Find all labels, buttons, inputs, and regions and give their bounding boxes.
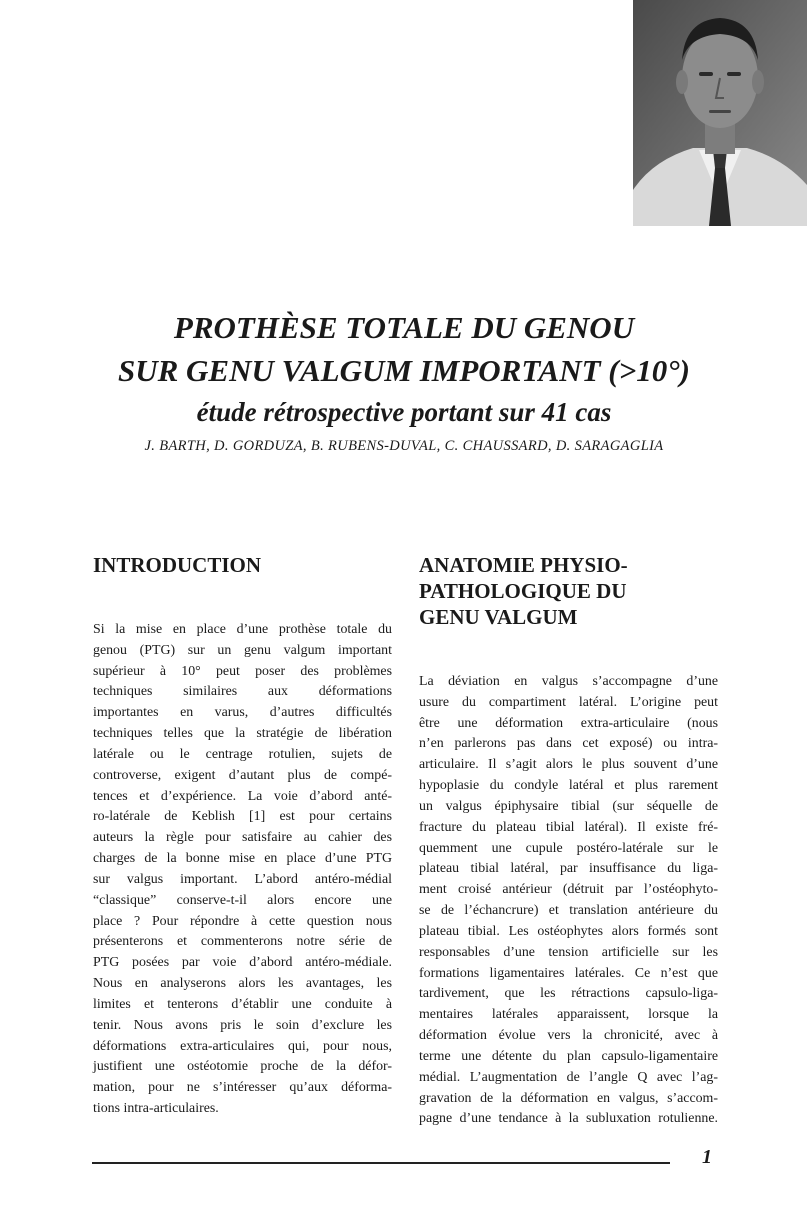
introduction-text xyxy=(93,620,392,1120)
heading-line: PATHOLOGIQUE DU xyxy=(419,579,627,603)
text-line: articulaire. Il s’agit alors le plus souvent d’une xyxy=(419,757,718,773)
text-line: charges de la bonne mise en place d’une PTG xyxy=(93,851,392,867)
text-line: tences et d’expérience. La voie d’abord anté- xyxy=(93,788,392,804)
text-line: fracture du plateau tibial latéral). Il existe fré- xyxy=(419,819,718,835)
subtitle: étude rétrospective portant sur 41 cas xyxy=(196,397,612,427)
text-line: La déviation en valgus s’accompagne d’une xyxy=(419,674,718,689)
text-line: n’en parlerons pas dans cet exposé) ou intra- xyxy=(419,736,718,752)
article-title xyxy=(40,306,768,432)
text-line: déformation évolue vers la chronicité, avec à xyxy=(419,1028,718,1044)
text-line: quemment une cupule postéro-latérale sur le xyxy=(419,840,718,856)
footer-rule xyxy=(92,1162,670,1164)
authors: J. BARTH, D. GORDUZA, B. RUBENS-DUVAL, C. CHAUSSARD, D. SARAGAGLIA xyxy=(144,438,664,454)
text-line: controverse, exigent d’autant plus de compé- xyxy=(93,767,392,783)
text-line: latérale ou le centrage rotulien, sujets de xyxy=(93,746,392,762)
text-line: supérieur à 10° peut poser des problèmes xyxy=(93,663,392,679)
text-line: plateau tibial. Les ostéophytes alors formés sont xyxy=(419,923,718,939)
text-line: sur valgus important. L’abord antéro-médial xyxy=(93,871,392,887)
text-line: justifient une ostéotomie proche de la défor- xyxy=(93,1059,392,1075)
author-photo xyxy=(633,0,807,226)
text-line: se de l’échancrure) et translation antérieure du xyxy=(419,903,718,919)
text-line: usure du compartiment latéral. L’origine peut xyxy=(419,694,718,710)
text-line: genou (PTG) sur un genu valgum important xyxy=(93,642,392,658)
text-line: PTG posées par voie d’abord antéro-médiale. xyxy=(93,955,392,971)
introduction-heading: INTRODUCTION xyxy=(93,553,262,577)
text-line: tions intra-articulaires. xyxy=(93,1101,219,1117)
text-line: être une déformation extra-articulaire (nous xyxy=(419,715,718,731)
text-line: plateau tibial latéral, par insuffisance du liga- xyxy=(419,861,718,877)
text-line: terme une détente du plan capsulo-ligamentaire xyxy=(419,1048,718,1064)
text-line: ment croisé antérieur (détruit par l’ostéophyto- xyxy=(419,882,718,898)
text-line: place ? Pour répondre à cette question nous xyxy=(93,913,392,929)
text-line: un valgus épiphysaire tibial (sur séquelle de xyxy=(419,798,718,814)
text-line: Si la mise en place d’une prothèse totale du xyxy=(93,622,392,637)
anatomie-heading xyxy=(419,552,628,630)
page-number: 1 xyxy=(702,1146,712,1168)
text-line: auteurs la règle pour satisfaire au cahier des xyxy=(93,830,392,846)
heading-line: GENU VALGUM xyxy=(419,605,578,629)
anatomie-text xyxy=(419,672,718,1130)
text-line: médial. L’augmentation de l’angle Q avec l’ag- xyxy=(419,1069,718,1085)
text-line: mation, pour ne s’intéresser qu’aux déforma- xyxy=(93,1080,392,1096)
text-line: limites et tenterons d’établir une conduite à xyxy=(93,996,392,1012)
title-line-1: PROTHÈSE TOTALE DU GENOU xyxy=(173,310,635,345)
text-line: techniques similaires aux déformations xyxy=(93,684,392,700)
text-line: tenir. Nous avons pris le soin d’exclure les xyxy=(93,1017,392,1033)
heading-line: ANATOMIE PHYSIO- xyxy=(419,553,628,577)
text-line: importantes en varus, d’autres difficultés xyxy=(93,705,392,721)
text-line: présenterons et commenterons notre série de xyxy=(93,934,392,950)
text-line: pagne d’une tendance à la subluxation rotulienne. xyxy=(419,1111,718,1127)
text-line: ro-latérale de Keblish [1] est pour certains xyxy=(93,809,392,825)
title-line-2: SUR GENU VALGUM IMPORTANT (>10°) xyxy=(117,353,691,388)
text-line: “classique” conserve-t-il alors encore une xyxy=(93,892,392,908)
text-line: gravation de la déformation en valgus, s’accom- xyxy=(419,1090,718,1106)
text-line: Nous en analyserons alors les avantages, les xyxy=(93,976,392,992)
text-line: hypoplasie du condyle latéral et plus rarement xyxy=(419,778,718,794)
text-line: techniques telles que la stratégie de libération xyxy=(93,726,392,742)
text-line: tardivement, que les rétractions capsulo-liga- xyxy=(419,986,718,1002)
text-line: déformations extra-articulaires qui, pour nous, xyxy=(93,1038,392,1054)
text-line: mentaires latérales apparaissent, lorsque la xyxy=(419,1007,718,1023)
text-line: responsables d’une tension artificielle sur les xyxy=(419,944,718,960)
text-line: formations ligamentaires latérales. Ce n’est que xyxy=(419,965,718,981)
